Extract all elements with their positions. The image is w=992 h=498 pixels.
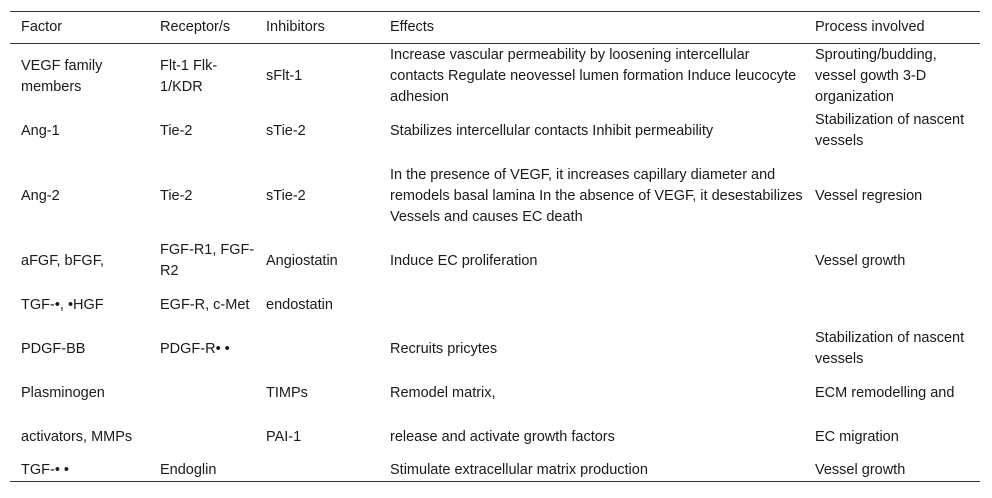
cell-inhibitors: Angiostatin bbox=[266, 252, 338, 269]
cell-inhibitors: PAI-1 bbox=[266, 428, 302, 445]
cell-process: Stabilization of nascent vessels bbox=[815, 330, 965, 367]
cell-factor: aFGF, bFGF, bbox=[21, 252, 104, 269]
cell-effects: Recruits pricytes bbox=[390, 340, 498, 357]
table-row bbox=[10, 415, 980, 459]
cell-inhibitors: endostatin bbox=[266, 296, 333, 313]
table-row bbox=[10, 44, 980, 110]
cell-process: Vessel growth bbox=[815, 461, 906, 478]
cell-receptors: Tie-2 bbox=[160, 122, 193, 139]
cell-process: ECM remodelling and bbox=[815, 384, 955, 401]
cell-process: EC migration bbox=[815, 428, 899, 445]
cell-factor: activators, MMPs bbox=[21, 428, 133, 445]
cell-inhibitors: TIMPs bbox=[266, 384, 308, 401]
table-container bbox=[10, 11, 980, 482]
cell-effects: release and activate growth factors bbox=[390, 428, 615, 445]
cell-factor: TGF-•, •HGF bbox=[21, 296, 104, 313]
angiogenesis-factors-table bbox=[10, 11, 980, 482]
cell-effects bbox=[379, 283, 804, 327]
header-inhibitors: Inhibitors bbox=[255, 12, 379, 44]
cell-receptors: Flt-1 Flk-1/KDR bbox=[160, 57, 218, 95]
cell-receptors: EGF-R, c-Met bbox=[160, 296, 250, 313]
header-process: Process involved bbox=[804, 12, 980, 44]
cell-effects: Stimulate extracellular matrix production bbox=[390, 461, 648, 478]
cell-factor: Ang-1 bbox=[21, 122, 60, 139]
cell-effects: Stabilizes intercellular contacts Inhibit permeability bbox=[390, 122, 714, 139]
header-receptors: Receptor/s bbox=[148, 12, 255, 44]
cell-receptors: FGF-R1, FGF-R2 bbox=[160, 242, 255, 279]
cell-effects: Remodel matrix, bbox=[390, 384, 496, 401]
cell-effects: Increase vascular permeability by loosening intercellular contacts Regulate neovessel lumen formation Induce leucocyte adhesion bbox=[390, 47, 797, 105]
cell-receptors: PDGF-R• • bbox=[160, 340, 230, 357]
header-effects: Effects bbox=[379, 12, 804, 44]
cell-inhibitors: sTie-2 bbox=[266, 187, 306, 204]
cell-inhibitors bbox=[255, 459, 379, 482]
cell-factor: PDGF-BB bbox=[21, 340, 86, 357]
table-row bbox=[10, 459, 980, 482]
table-row bbox=[10, 371, 980, 415]
cell-process: Vessel regresion bbox=[815, 187, 923, 204]
cell-effects: Induce EC proliferation bbox=[390, 252, 538, 269]
cell-receptors bbox=[148, 371, 255, 415]
cell-inhibitors bbox=[255, 327, 379, 371]
cell-factor: VEGF family members bbox=[21, 57, 103, 95]
cell-effects: In the presence of VEGF, it increases capillary diameter and remodels basal lamina In the absence of VEGF, it desestabilizes Vessels and causes EC death bbox=[390, 166, 803, 225]
cell-receptors: Tie-2 bbox=[160, 187, 193, 204]
cell-factor: Ang-2 bbox=[21, 187, 60, 204]
table-row bbox=[10, 153, 980, 239]
cell-factor: TGF-• • bbox=[21, 461, 70, 478]
cell-process bbox=[804, 283, 980, 327]
cell-inhibitors: sTie-2 bbox=[266, 122, 306, 139]
table-row bbox=[10, 239, 980, 283]
table-row bbox=[10, 109, 980, 153]
table-row bbox=[10, 327, 980, 371]
cell-process: Stabilization of nascent vessels bbox=[815, 112, 965, 149]
cell-process: Vessel growth bbox=[815, 252, 906, 269]
cell-process: Sprouting/budding, vessel gowth 3-D organization bbox=[815, 47, 937, 105]
cell-inhibitors: sFlt-1 bbox=[266, 68, 303, 84]
header-factor: Factor bbox=[10, 12, 148, 44]
table-row bbox=[10, 283, 980, 327]
cell-receptors bbox=[148, 415, 255, 459]
cell-receptors: Endoglin bbox=[160, 461, 217, 478]
header-row bbox=[10, 12, 980, 44]
cell-factor: Plasminogen bbox=[21, 384, 105, 401]
